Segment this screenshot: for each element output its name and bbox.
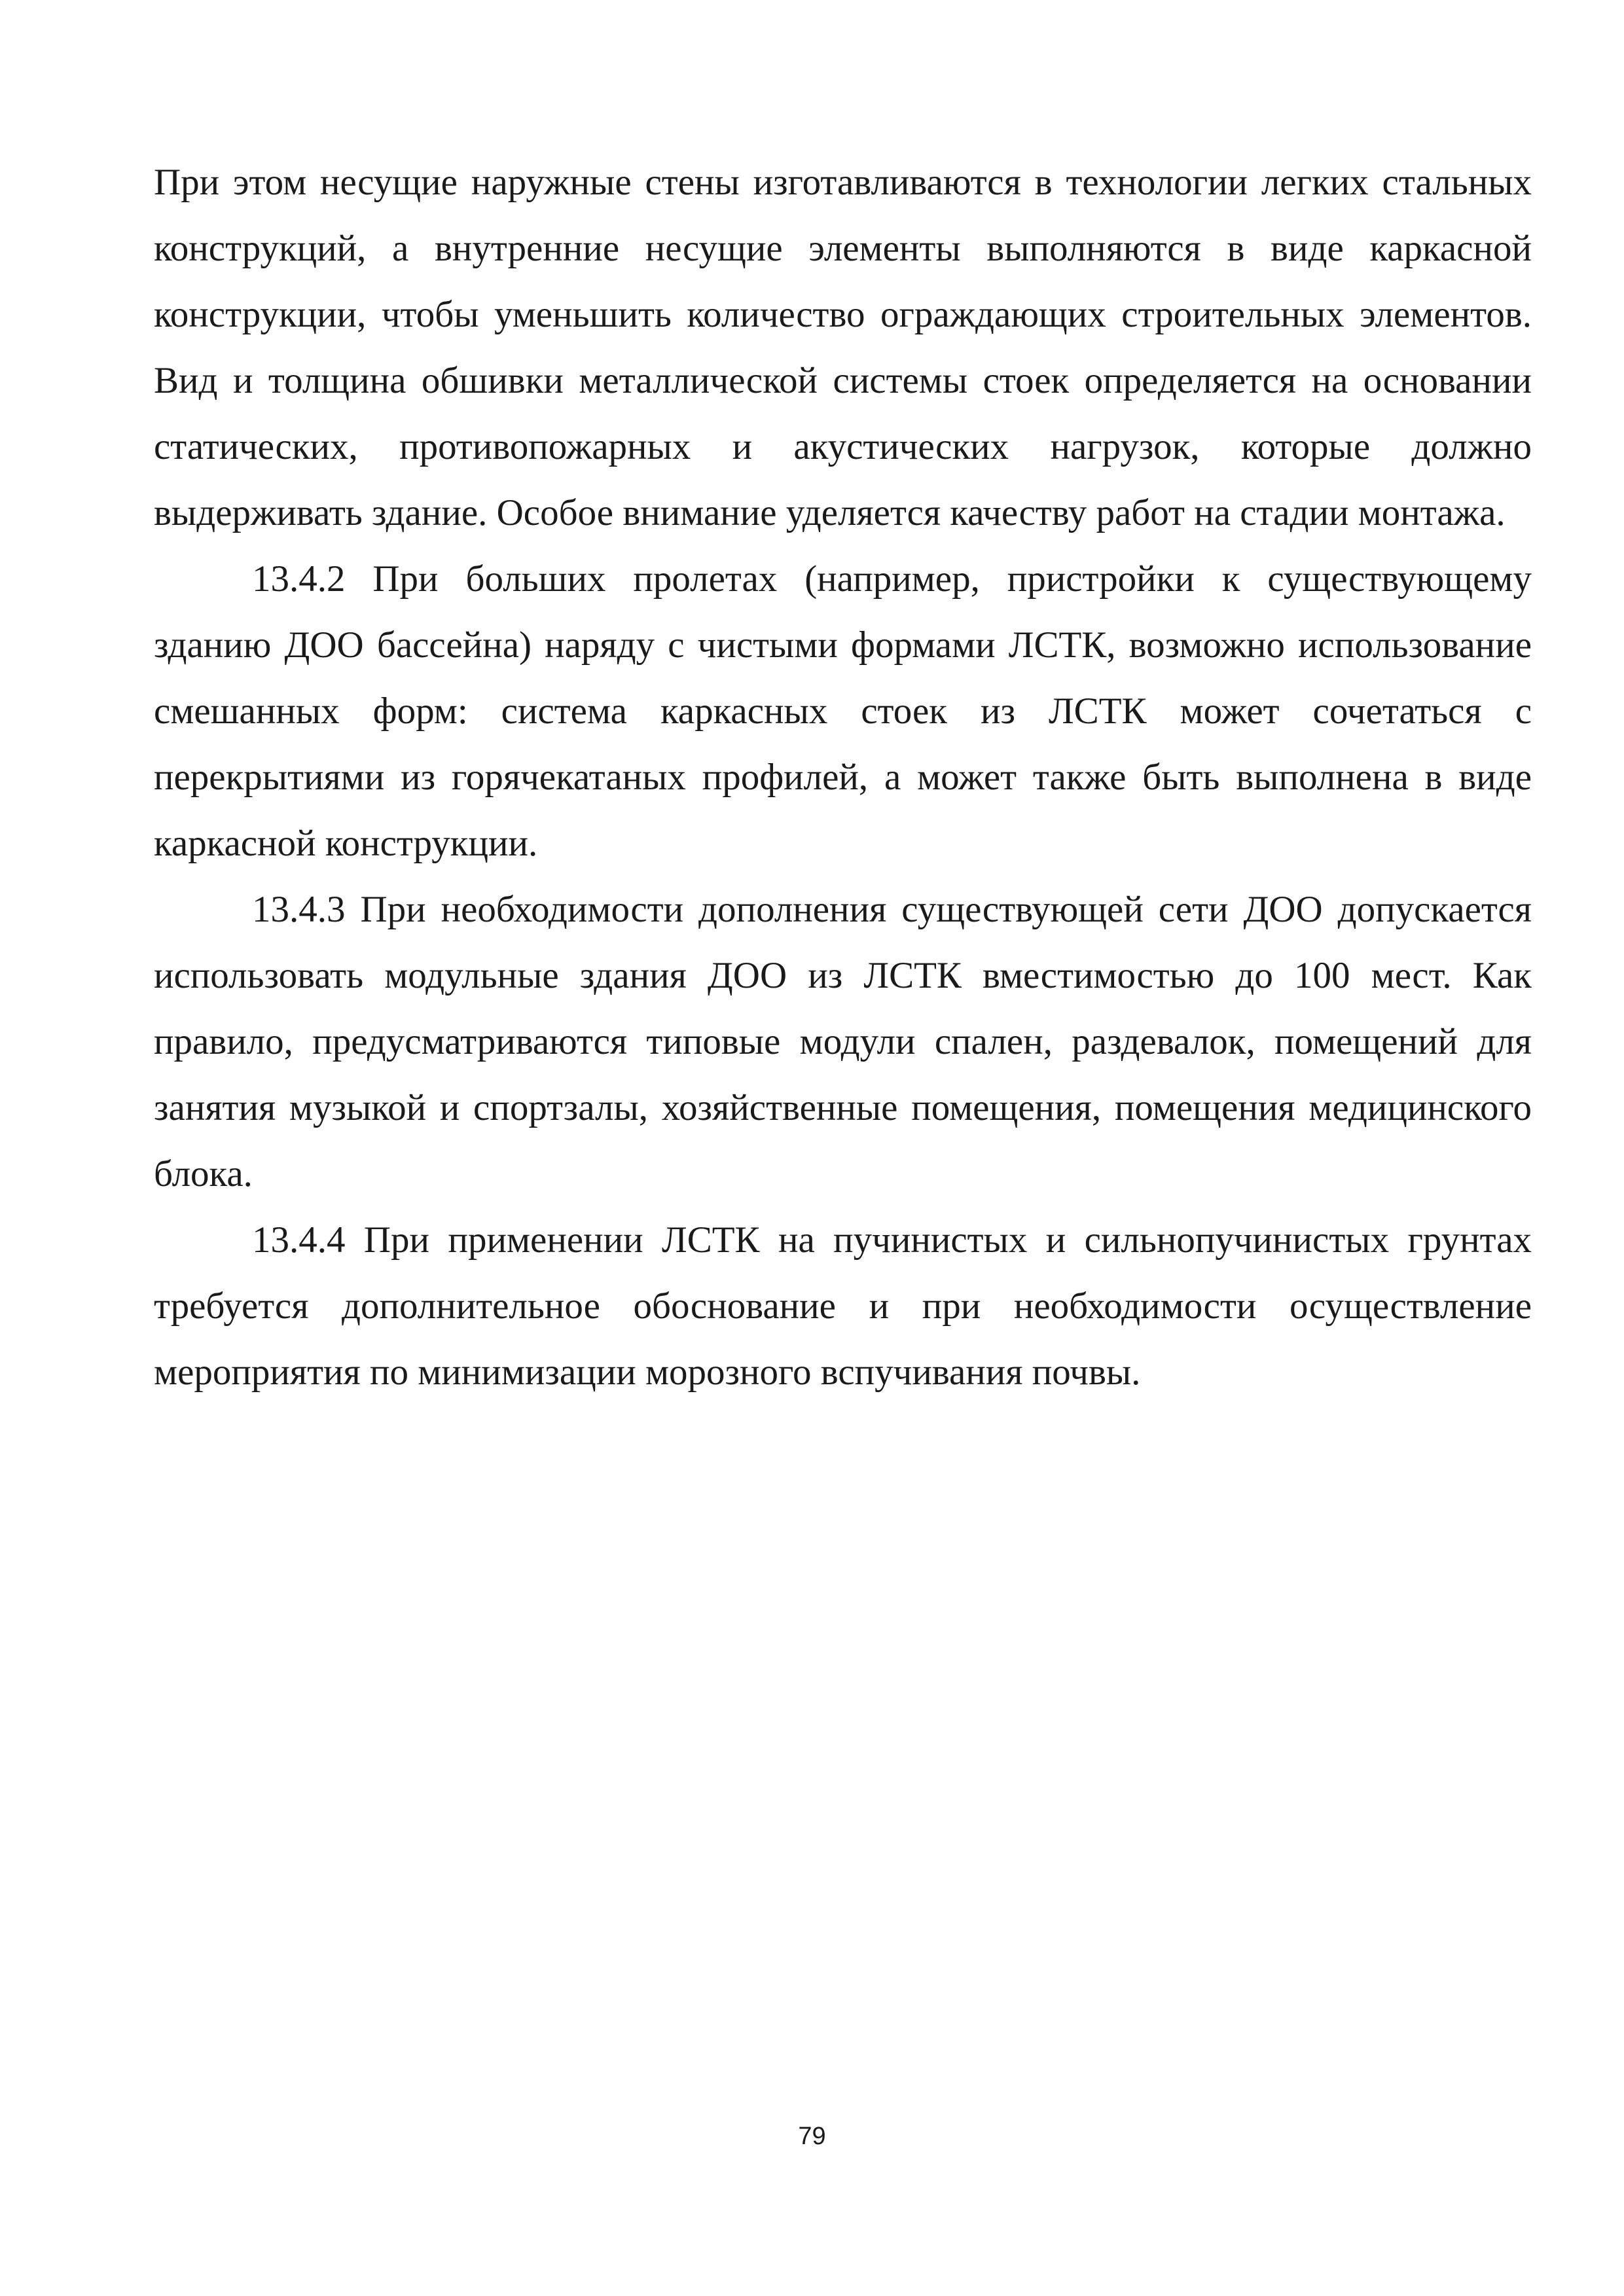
page-number: 79 xyxy=(798,2123,826,2150)
paragraph-13-4-2: 13.4.2 При больших пролетах (например, пристройки к существующему зданию ДОО бассейна) наряду с чистыми формами ЛСТК, возможно использование смешанных форм: система каркасных стоек из ЛСТК может сочетаться с перекрытиями из горячекатаных профилей, а может также быть выполнена в виде каркасной конструкции. xyxy=(154,558,1532,864)
paragraph-13-4-4: 13.4.4 При применении ЛСТК на пучинистых и сильнопучинистых грунтах требуется дополнительное обоснование и при необходимости осуществление мероприятия по минимизации морозного вспучивания почвы. xyxy=(154,1219,1532,1393)
paragraph-continuation: При этом несущие наружные стены изготавливаются в технологии легких стальных конструкций, а внутренние несущие элементы выполняются в виде каркасной конструкции, чтобы уменьшить количество ограждающих строительных элементов. Вид и толщина обшивки металлической системы стоек определяется на основании статических, противопожарных и акустических нагрузок, которые должно выдерживать здание. Особое внимание уделяется качеству работ на стадии монтажа. xyxy=(154,162,1532,533)
body-text xyxy=(154,149,1532,1405)
paragraph-13-4-3: 13.4.3 При необходимости дополнения существующей сети ДОО допускается использовать модульные здания ДОО из ЛСТК вместимостью до 100 мест. Как правило, предусматриваются типовые модули спален, раздевалок, помещений для занятия музыкой и спортзалы, хозяйственные помещения, помещения медицинского блока. xyxy=(154,889,1532,1194)
